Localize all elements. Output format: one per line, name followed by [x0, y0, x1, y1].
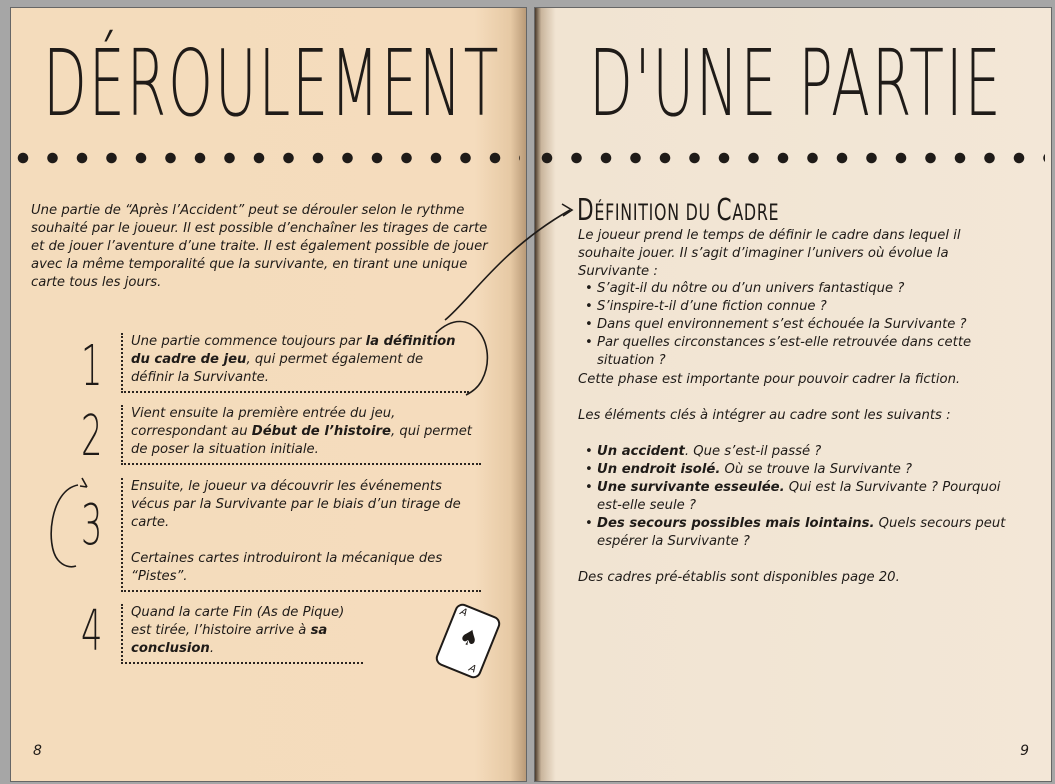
step-box — [121, 405, 481, 465]
list-item: • Un accident. Que s’est-il passé ? — [583, 443, 1013, 461]
section-title: DÉFINITION DU CADRE — [577, 193, 780, 228]
section-intro: Le joueur prend le temps de définir le cadre dans lequel il souhaite jouer. Il s’agit d’imaginer l’univers où évolue la Survivante : — [578, 228, 961, 279]
step-box — [121, 333, 469, 393]
card-rank: A — [458, 606, 469, 620]
step-text: Ensuite, le joueur va découvrir les événements vécus par la Survivante par le biais d’un tirage de carte. — [131, 479, 461, 530]
step-text: Une partie commence toujours par la définition du cadre de jeu, qui permet également de définir la Survivante. — [131, 334, 456, 385]
elements-list — [583, 443, 1013, 551]
questions-list — [583, 280, 1023, 370]
intro-paragraph: Une partie de “Après l’Accident” peut se dérouler selon le rythme souhaité par le joueur. Il est possible d’enchaîner les tirages de carte et de jouer l’aventure d’une traite. Il est également possible de jouer avec la même temporalité que la survivante, en tirant une unique carte tous les jours. — [31, 203, 488, 291]
dotted-divider — [17, 152, 520, 164]
step-box — [121, 604, 363, 664]
card-rank: A — [467, 662, 478, 676]
step-box — [121, 478, 481, 592]
step-text: Quand la carte Fin (As de Pique) est tirée, l’histoire arrive à sa conclusion. — [131, 605, 345, 656]
list-item: • S’agit-il du nôtre ou d’un univers fantastique ? — [583, 280, 1023, 298]
list-item: • Une survivante esseulée. Qui est la Survivante ? Pourquoi est-elle seule ? — [583, 479, 1013, 515]
dotted-divider — [541, 152, 1045, 164]
right-page — [534, 7, 1052, 782]
page-title-left: DÉROULEMENT — [43, 30, 501, 137]
step-number: 3 — [81, 493, 103, 558]
elements-intro: Les éléments clés à intégrer au cadre sont les suivants : — [578, 408, 951, 423]
step-number: 4 — [81, 599, 103, 664]
step-number: 2 — [81, 404, 103, 469]
list-item: • Dans quel environnement s’est échouée la Survivante ? — [583, 316, 1023, 334]
step-text-2: Certaines cartes introduiront la mécanique des “Pistes”. — [131, 551, 443, 584]
step-text: Vient ensuite la première entrée du jeu, correspondant au Début de l’histoire, qui permet de poser la situation initiale. — [131, 406, 472, 457]
spade-icon: ♠ — [454, 623, 483, 654]
page-title-right: D'UNE PARTIE — [589, 30, 1003, 137]
page-number: 8 — [33, 743, 42, 759]
list-item: • Des secours possibles mais lointains. Quels secours peut espérer la Survivante ? — [583, 515, 1013, 551]
list-item: • Par quelles circonstances s’est-elle retrouvée dans cette situation ? — [583, 334, 1023, 370]
phase-note: Cette phase est importante pour pouvoir cadrer la fiction. — [578, 372, 961, 387]
list-item: • Un endroit isolé. Où se trouve la Survivante ? — [583, 461, 1013, 479]
step-number: 1 — [81, 334, 103, 399]
list-item: • S’inspire-t-il d’une fiction connue ? — [583, 298, 1023, 316]
page-number: 9 — [1020, 743, 1029, 759]
footer-note: Des cadres pré-établis sont disponibles page 20. — [578, 570, 900, 585]
